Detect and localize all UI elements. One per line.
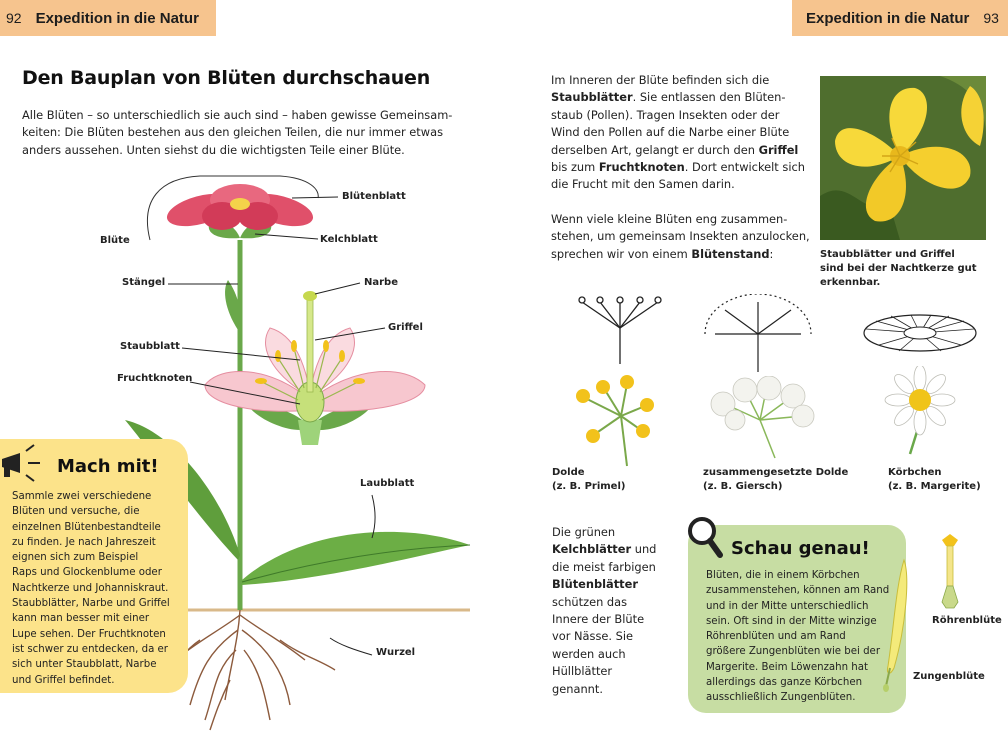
label-wurzel: Wurzel bbox=[376, 647, 416, 658]
text-line: werden auch bbox=[552, 646, 626, 661]
mach-mit-line: Sammle zwei verschiedene bbox=[12, 491, 152, 502]
schau-genau-title: Schau genau! bbox=[731, 538, 870, 559]
text-line: Die grünen bbox=[552, 525, 616, 539]
text-fragment: sprechen wir von einem bbox=[551, 246, 692, 261]
mach-mit-line: ist schwer zu entdecken, da er bbox=[12, 643, 169, 655]
right-header-tab bbox=[792, 0, 1008, 36]
schau-genau-line: ausschließlich Zungenblüten. bbox=[706, 692, 856, 704]
text-fragment: und bbox=[631, 542, 657, 557]
text-line: staub (Pollen). Tragen Insekten oder der bbox=[551, 107, 780, 122]
bold-term: Fruchtknoten bbox=[598, 160, 685, 175]
text-line bbox=[552, 541, 692, 558]
text-line: die meist farbigen bbox=[552, 559, 656, 574]
mach-mit-line: einzelnen Blütenbestandteile bbox=[12, 521, 161, 533]
label-zungenbluete: Zungenblüte bbox=[913, 671, 985, 682]
schau-genau-line: sein. Oft sind in der Mitte winzige bbox=[706, 615, 877, 627]
bold-term: Staubblätter bbox=[551, 90, 633, 105]
text-line: Im Inneren der Blüte befinden sich die bbox=[551, 73, 770, 87]
mach-mit-line: Lupe sehen. Der Fruchtknoten bbox=[12, 628, 166, 640]
mach-mit-line: eignen sich zum Beispiel bbox=[12, 552, 139, 564]
caption-line: erkennbar. bbox=[820, 277, 881, 288]
intro-paragraph bbox=[22, 107, 462, 159]
inflorescence-label-umbel bbox=[552, 466, 625, 494]
magnifier-icon bbox=[686, 515, 724, 559]
mach-mit-line: Nachtkerze und Johanniskraut. bbox=[12, 582, 169, 594]
umbel-schematic bbox=[570, 294, 670, 366]
capitulum-schematic bbox=[861, 311, 979, 359]
schau-genau-line: Blüten, die in einem Körbchen bbox=[706, 570, 860, 581]
sepals-paragraph bbox=[552, 524, 692, 698]
inflorescence-label-capitulum bbox=[888, 466, 981, 494]
text-line: Wind den Pollen auf die Narbe einer Blüte bbox=[551, 125, 790, 140]
label-bluetenblatt: Blütenblatt bbox=[342, 191, 406, 202]
text-fragment: bis zum bbox=[551, 160, 599, 175]
leaf-right bbox=[242, 532, 470, 585]
inflorescence-name: zusammengesetzte Dolde bbox=[703, 467, 849, 478]
text-fragment: . Sie entlassen den Blüten- bbox=[632, 90, 786, 105]
intro-line: Alle Blüten – so unterschiedlich sie auch sind – haben gewisse Gemeinsam- bbox=[22, 108, 453, 122]
mach-mit-line: Raps und Glockenblume oder bbox=[12, 567, 162, 579]
text-line: stehen, um gemeinsam Insekten anzulocken, bbox=[551, 229, 810, 244]
mach-mit-line: zu finden. Je nach Jahreszeit bbox=[12, 536, 156, 548]
label-laubblatt: Laubblatt bbox=[360, 478, 415, 489]
ground-elder-illustration bbox=[705, 376, 815, 460]
caption-line: Staubblätter und Griffel bbox=[820, 249, 955, 260]
stamens-paragraph bbox=[551, 72, 811, 194]
right-header-title: Expedition in die Natur bbox=[806, 9, 970, 27]
page-number-right: 93 bbox=[983, 10, 999, 26]
daisy-illustration bbox=[880, 366, 962, 456]
schau-genau-line: Margerite. Beim Löwenzahn hat bbox=[706, 661, 869, 673]
intro-line: anders aussehen. Unten siehst du die wichtigsten Teile einer Blüte. bbox=[22, 142, 405, 157]
text-line bbox=[551, 159, 811, 176]
text-line bbox=[551, 89, 811, 106]
inflorescence-example: (z. B. Primel) bbox=[552, 481, 626, 492]
text-line: Hüllblätter bbox=[552, 664, 613, 679]
schau-genau-line: zusammenstehen, können am Rand bbox=[706, 585, 890, 597]
label-staubblatt: Staubblatt bbox=[120, 341, 180, 352]
inflorescence-paragraph bbox=[551, 211, 821, 263]
inflorescence-name: Dolde bbox=[552, 467, 585, 478]
left-header-tab bbox=[0, 0, 216, 36]
label-griffel: Griffel bbox=[388, 322, 423, 333]
tubular-floret-illustration bbox=[932, 532, 968, 612]
mach-mit-line: sich unter Staubblatt, Narbe bbox=[12, 659, 157, 671]
mach-mit-title: Mach mit! bbox=[57, 456, 159, 477]
intro-line: keiten: Die Blüten bestehen aus den gleichen Teilen, die nur immer etwas bbox=[22, 125, 444, 140]
text-line: die Frucht mit den Samen darin. bbox=[551, 177, 735, 192]
text-line: vor Nässe. Sie bbox=[552, 629, 634, 644]
text-line: schützen das bbox=[552, 594, 628, 609]
bold-term: Kelchblätter bbox=[552, 542, 632, 557]
mach-mit-line: und Griffel befindet. bbox=[12, 674, 115, 686]
compound-umbel-schematic bbox=[703, 294, 813, 374]
photo-caption bbox=[820, 248, 990, 290]
text-fragment: . Dort entwickelt sich bbox=[684, 160, 805, 175]
inflorescence-name: Körbchen bbox=[888, 467, 942, 478]
inflorescence-label-compound-umbel bbox=[703, 466, 848, 494]
evening-primrose-photo bbox=[820, 76, 986, 240]
text-fragment: : bbox=[769, 246, 774, 261]
roots bbox=[165, 610, 335, 730]
mach-mit-text bbox=[12, 489, 186, 688]
schau-genau-line: größere Zungenblüten wie bei der bbox=[706, 646, 881, 658]
bold-term: Blütenstand bbox=[691, 246, 770, 261]
label-kelchblatt: Kelchblatt bbox=[320, 234, 378, 245]
bold-term: Blütenblätter bbox=[552, 577, 638, 592]
text-line bbox=[551, 246, 821, 263]
top-flower bbox=[164, 184, 317, 238]
left-header-title: Expedition in die Natur bbox=[35, 9, 199, 27]
text-line: Wenn viele kleine Blüten eng zusammen- bbox=[551, 212, 788, 226]
text-line bbox=[551, 142, 811, 159]
label-bluete: Blüte bbox=[100, 235, 130, 246]
text-line: genannt. bbox=[552, 681, 603, 696]
mach-mit-line: Blüten und versuche, die bbox=[12, 506, 140, 518]
caption-line: sind bei der Nachtkerze gut bbox=[820, 263, 977, 274]
mach-mit-line: kann man besser mit einer bbox=[12, 613, 150, 625]
label-staengel: Stängel bbox=[122, 277, 166, 288]
label-fruchtknoten: Fruchtknoten bbox=[117, 373, 193, 384]
schau-genau-line: und in der Mitte unterschiedlich bbox=[706, 600, 869, 612]
mach-mit-line: Staubblätter, Narbe und Griffel bbox=[12, 598, 170, 610]
schau-genau-text bbox=[706, 568, 902, 706]
page-number-left: 92 bbox=[6, 10, 22, 26]
primrose-illustration bbox=[565, 372, 655, 468]
label-narbe: Narbe bbox=[364, 277, 398, 288]
text-line: Innere der Blüte bbox=[552, 612, 645, 627]
text-line bbox=[552, 576, 692, 593]
megaphone-icon bbox=[0, 443, 52, 483]
text-fragment: derselben Art, gelangt er durch den bbox=[551, 142, 759, 157]
schau-genau-line: Röhrenblüten und am Rand bbox=[706, 631, 846, 643]
ligulate-floret-illustration bbox=[876, 556, 916, 694]
inflorescence-example: (z. B. Giersch) bbox=[703, 481, 783, 492]
bold-term: Griffel bbox=[758, 142, 799, 157]
page-heading: Den Bauplan von Blüten durchschauen bbox=[22, 67, 431, 89]
inflorescence-example: (z. B. Margerite) bbox=[888, 481, 981, 492]
label-roehrenbluete: Röhrenblüte bbox=[932, 615, 1002, 626]
schau-genau-line: allerdings das ganze Körbchen bbox=[706, 677, 863, 689]
